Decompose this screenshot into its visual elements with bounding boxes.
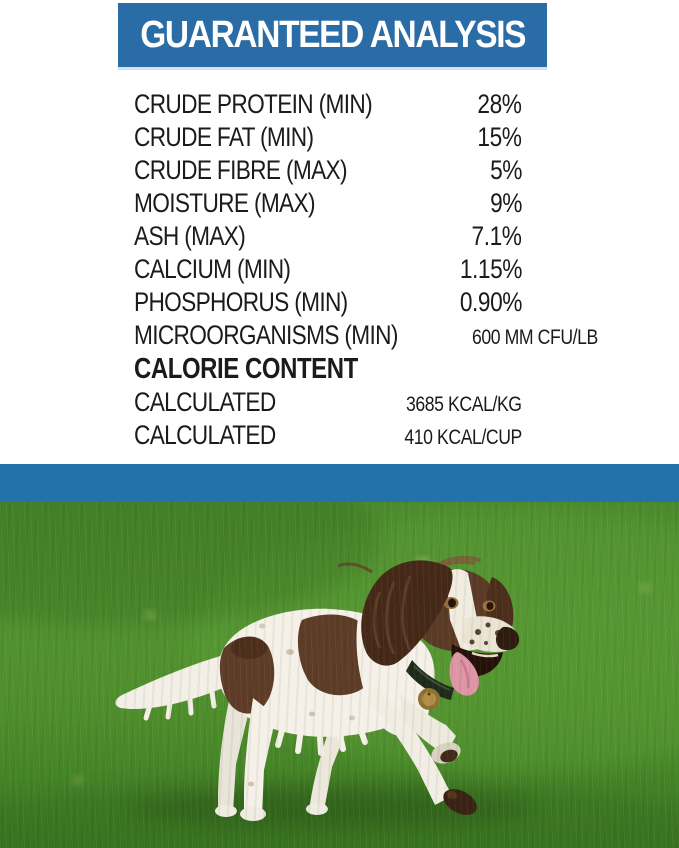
analysis-row-phosphorus (134, 287, 522, 320)
analysis-row-value: 0.90% (459, 287, 522, 317)
guaranteed-analysis-table (134, 89, 598, 453)
dog-tailbase-patch (231, 637, 267, 659)
calorie-row-value: 3685 KCAL/KG (406, 393, 522, 416)
analysis-row-value: 7.1% (471, 221, 522, 251)
analysis-row-moisture (134, 188, 522, 221)
analysis-row-value: 1.15% (459, 254, 522, 284)
analysis-row-value: 28% (477, 89, 522, 119)
calorie-row-label: CALCULATED (134, 420, 276, 450)
analysis-row-label: MOISTURE (MAX) (134, 188, 315, 218)
calorie-row-kcal-cup (134, 420, 522, 453)
dog-photo-illustration (0, 502, 679, 848)
analysis-row-label: CRUDE PROTEIN (MIN) (134, 89, 372, 119)
analysis-row-crude-protein (134, 89, 522, 122)
analysis-row-label: CALCIUM (MIN) (134, 254, 291, 284)
calorie-row-label: CALCULATED (134, 387, 276, 417)
page-title: GUARANTEED ANALYSIS (140, 13, 525, 56)
blue-divider-strip (0, 464, 679, 502)
analysis-row-crude-fat (134, 122, 522, 155)
analysis-row-crude-fibre (134, 155, 522, 188)
section-heading: CALORIE CONTENT (134, 353, 358, 385)
analysis-row-label: PHOSPHORUS (MIN) (134, 287, 348, 317)
dog-photo (0, 502, 679, 848)
analysis-row-value: 9% (490, 188, 522, 218)
analysis-row-label: MICROORGANISMS (MIN) (134, 320, 398, 350)
analysis-row-calcium (134, 254, 522, 287)
analysis-row-label: ASH (MAX) (134, 221, 246, 251)
calorie-content-heading-row (134, 353, 522, 387)
calorie-row-value: 410 KCAL/CUP (404, 426, 522, 449)
analysis-row-value: 15% (477, 122, 522, 152)
header-bar (118, 3, 547, 67)
analysis-row-value: 600 MM CFU/LB (471, 326, 598, 349)
calorie-row-kcal-kg (134, 387, 522, 420)
analysis-row-label: CRUDE FAT (MIN) (134, 122, 314, 152)
analysis-row-value: 5% (490, 155, 522, 185)
analysis-row-ash (134, 221, 522, 254)
analysis-row-microorganisms (134, 320, 598, 353)
analysis-row-label: CRUDE FIBRE (MAX) (134, 155, 347, 185)
